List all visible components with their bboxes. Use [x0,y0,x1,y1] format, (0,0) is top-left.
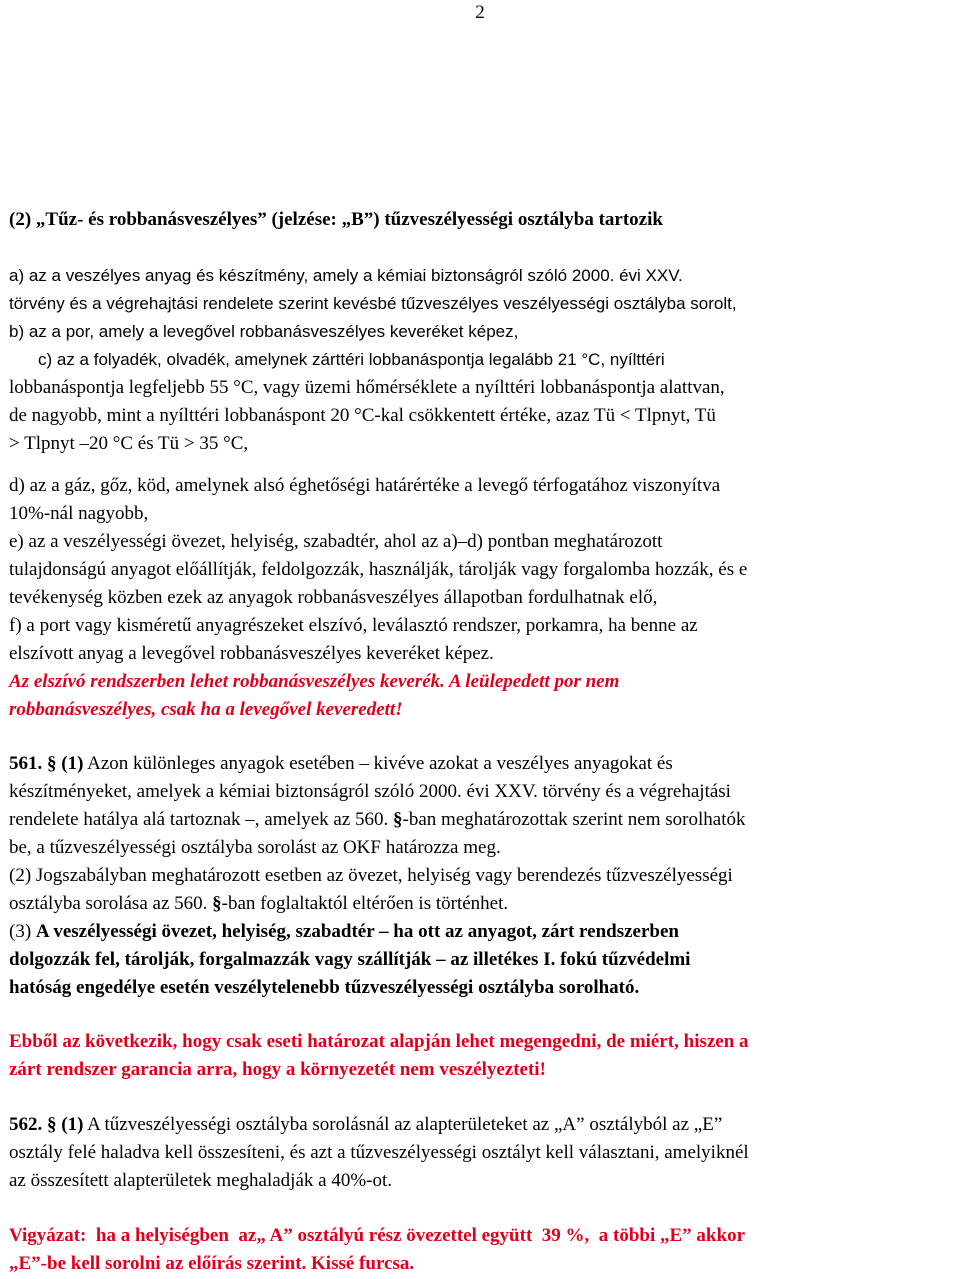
section-561-p2-part1: osztályba sorolása az 560. [9,893,208,914]
paragraph-1-mark: (1) [61,1114,84,1135]
section-561-p1-text: Azon különleges anyagok esetében – kivéve azokat a veszélyes anyagokat és [87,753,673,774]
section-561-line1 [9,752,960,776]
item-d-line1: d) az a gáz, gőz, köd, amelynek alsó éghetőségi határértéke a levegő térfogatához viszonyítva [9,475,721,496]
section-562-line3: az összesített alapterületek meghaladják a 40%-ot. [9,1170,393,1191]
item-e-line3: tevékenység közben ezek az anyagok robbanásveszélyes állapotban fordulhatnak elő, [9,587,658,608]
red-note-2-line1: Ebből az következik, hogy csak eseti határozat alapján lehet megengedni, de miért, hiszen a [9,1031,749,1052]
item-d-line2: 10%-nál nagyobb, [9,503,149,524]
section-561-line3-part1: rendelete hatálya alá tartoznak –, amelyek az 560. [9,809,389,830]
section-562-number: 562. [9,1114,43,1135]
section-561-p3-line1 [9,920,960,944]
red-note-3-line2: „E”-be kell sorolni az előírás szerint. Kissé furcsa. [9,1253,415,1274]
section-561-p2-part2: -ban foglaltaktól eltérően is történhet. [221,893,509,914]
section-562-text: A tűzveszélyességi osztályba sorolásnál az alapterületeket az „A” osztályból az „E” [87,1114,723,1135]
section-562-line2: osztály felé haladva kell összesíteni, és azt a tűzveszélyességi osztályt kell választani, amelyiknél [9,1142,749,1163]
item-e-line2: tulajdonságú anyagot előállítják, feldolgozzák, használják, tárolják vagy forgalomba hozzák, és e [9,559,748,580]
section-562-line1 [9,1113,960,1137]
section-561-line3-part2: -ban meghatározottak szerint nem sorolhatók [402,809,746,830]
item-c-line1: c) az a folyadék, olvadék, amelynek zárttéri lobbanáspontja legalább 21 °C, nyílttéri [38,350,665,369]
section-sign: § [393,809,403,830]
red-note-3-line1: Vigyázat: ha a helyiségben az„ A” osztályú rész övezettel együtt 39 %, a többi „E” akkor [9,1225,745,1246]
item-c-line4: > Tlpnyt –20 °C és Tü > 35 °C, [9,433,249,454]
section-561-p3-text: A veszélyességi övezet, helyiség, szabadtér – ha ott az anyagot, zárt rendszerben [35,921,679,942]
section-561-p3-line2: dolgozzák fel, tárolják, forgalmazzák vagy szállítják – az illetékes I. fokú tűzvédelmi [9,949,691,970]
section-sign: § [212,893,222,914]
section-561-line2: készítményeket, amelyek a kémiai biztonságról szóló 2000. évi XXV. törvény és a végrehajtási [9,781,731,802]
page-number: 2 [475,2,485,23]
section-sign: § [47,753,57,774]
red-note-1-line2: robbanásveszélyes, csak ha a levegővel keveredett! [9,699,403,720]
section-sign: § [47,1114,57,1135]
paragraph-3-mark: (3) [9,921,32,942]
section-561-p3-line3: hatóság engedélye esetén veszélytelenebb tűzveszélyességi osztályba sorolható. [9,977,640,998]
section-561-p2-line2 [9,892,960,916]
section-heading: (2) „Tűz- és robbanásveszélyes” (jelzése: „B”) tűzveszélyességi osztályba tartozik [9,209,663,230]
section-561-p2-line1: (2) Jogszabályban meghatározott esetben az övezet, helyiség vagy berendezés tűzveszélyességi [9,865,733,886]
item-f-line2: elszívott anyag a levegővel robbanásveszélyes keveréket képez. [9,643,494,664]
section-561-number: 561. [9,753,43,774]
item-b: b) az a por, amely a levegővel robbanásveszélyes keveréket képez, [9,322,519,341]
item-f-line1: f) a port vagy kisméretű anyagrészeket elszívó, leválasztó rendszer, porkamra, ha benne az [9,615,698,636]
section-561-line3 [9,808,960,832]
item-a-line2: törvény és a végrehajtási rendelete szerint kevésbé tűzveszélyes veszélyességi osztályba sorolt, [9,294,737,313]
red-note-1-line1: Az elszívó rendszerben lehet robbanásveszélyes keverék. A leülepedett por nem [9,671,620,692]
item-c-line2: lobbanáspontja legfeljebb 55 °C, vagy üzemi hőmérséklete a nyílttéri lobbanáspontja alattvan, [9,377,725,398]
item-a-line1: a) az a veszélyes anyag és készítmény, amely a kémiai biztonságról szóló 2000. évi XXV. [9,266,683,285]
section-561-line4: be, a tűzveszélyességi osztályba sorolást az OKF határozza meg. [9,837,501,858]
red-note-2-line2: zárt rendszer garancia arra, hogy a környezetét nem veszélyezteti! [9,1059,546,1080]
paragraph-1-mark: (1) [61,753,84,774]
item-c-line3: de nagyobb, mint a nyílttéri lobbanáspont 20 °C-kal csökkentett értéke, azaz Tü < Tlpnyt, Tü [9,405,716,426]
item-e-line1: e) az a veszélyességi övezet, helyiség, szabadtér, ahol az a)–d) pontban meghatározott [9,531,663,552]
